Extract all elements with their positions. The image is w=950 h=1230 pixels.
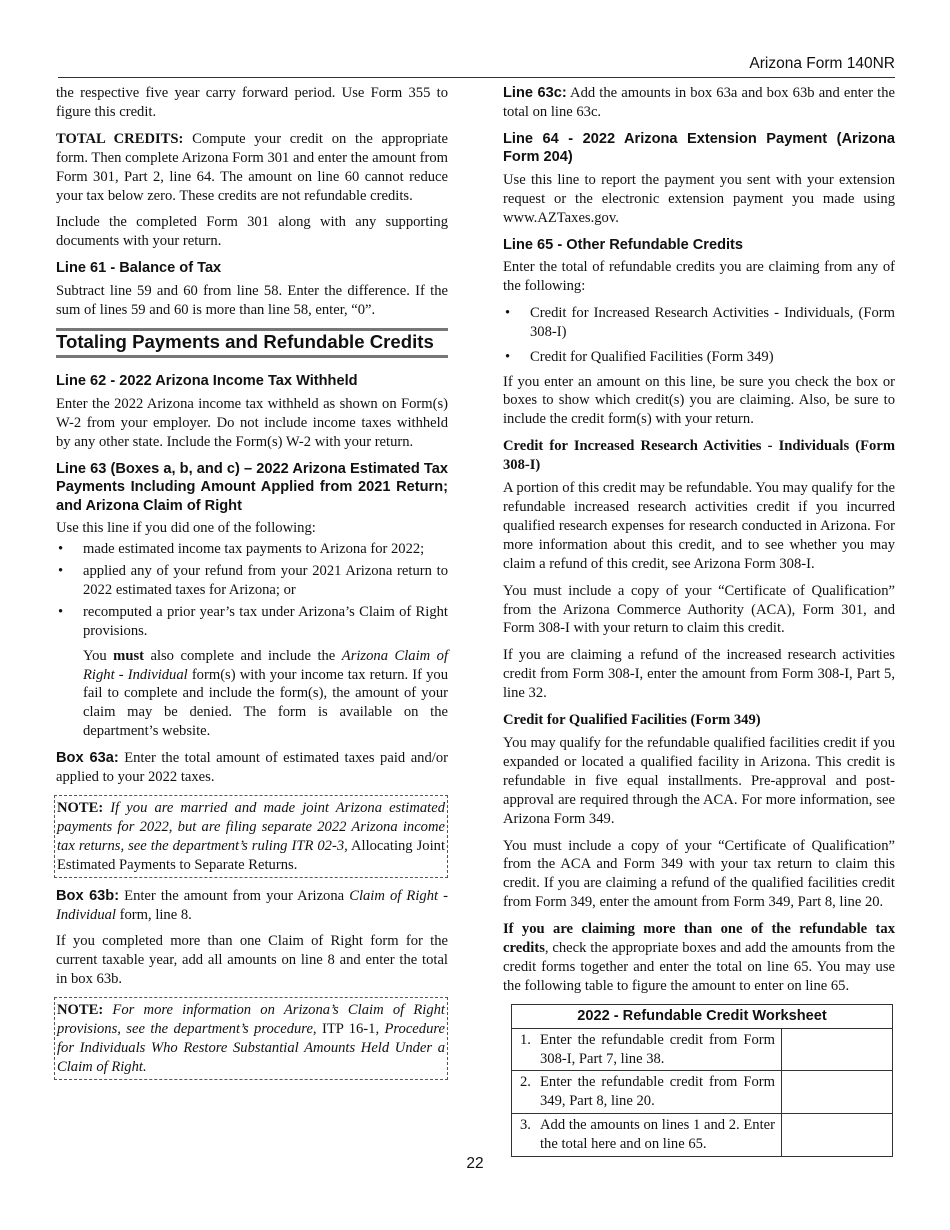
list-item: • made estimated income tax payments to Arizona for 2022; <box>56 540 448 559</box>
research-paragraph-2: You must include a copy of your “Certificate of Qualification” from the Arizona Commerce Authority (ACA), Form 301, and Form 308-I with your return to claim this credit. <box>503 582 895 637</box>
worksheet-row-label <box>512 1071 782 1114</box>
worksheet-amount-cell <box>782 1114 893 1157</box>
section-heading: Totaling Payments and Refundable Credits <box>56 328 448 359</box>
list-item: • applied any of your refund from your 2021 Arizona return to 2022 estimated taxes for Arizona; or <box>56 562 448 600</box>
total-credits-text: Compute your credit on the appropriate form. Then complete Arizona Form 301 and enter the amount from Form 301, Part 2, line 64. The amount on line 60 cannot reduce your tax below zero. These credits are not refundable credits. <box>56 130 448 204</box>
paragraph-include-form-301: Include the completed Form 301 along with any supporting documents with your return. <box>56 214 448 250</box>
line-65-bullet-list <box>503 304 895 367</box>
paragraph-total-credits <box>56 130 448 206</box>
worksheet-amount-cell <box>782 1071 893 1114</box>
line-65-heading: Line 65 - Other Refundable Credits <box>503 236 744 253</box>
table-row <box>512 1071 893 1114</box>
row-text: Add the amounts on lines 1 and 2. Enter the total here and on line 65. <box>540 1117 775 1153</box>
left-column <box>56 84 448 1089</box>
box-63a-label: Box 63a: <box>56 750 119 767</box>
worksheet-row-label <box>512 1028 782 1071</box>
facilities-paragraph-2: You must include a copy of your “Certificate of Qualification” from the ACA and Form 349 with your tax return to claim this credit. If you are claiming a refund of the qualified facilities credit from Form 349, enter the amount from Form 349, Part 8, line 20. <box>503 837 895 911</box>
line-62-text: Enter the 2022 Arizona income tax withheld as shown on Form(s) W-2 from your employer. Do not include income taxes withheld by any other state. Include the Form(s) W-2 with your return. <box>56 395 448 450</box>
row-number: 3. <box>520 1117 531 1134</box>
row-number: 2. <box>520 1074 531 1091</box>
facilities-paragraph-1: You may qualify for the refundable qualified facilities credit if you expanded or located a qualified facility in Arizona. This credit is refundable in five equal installments. Pre-approval and post-approval are required through the ACA. For more information, see Arizona Form 349. <box>503 734 895 827</box>
box-63b-form-name: Claim of Right - Individual <box>56 887 448 923</box>
form-title: Arizona Form 140NR <box>749 55 895 72</box>
note-procedure-id: ITP 16-1 <box>316 1021 376 1038</box>
note-plain-text: Allocating Joint Estimated Payments to Separate Returns. <box>57 837 445 873</box>
table-row <box>512 1028 893 1071</box>
multiple-credits-bold: If you are claiming more than one of the refundable tax credits <box>503 921 895 957</box>
row-text: Enter the refundable credit from Form 308-I, Part 7, line 38. <box>540 1031 775 1067</box>
list-item: • Credit for Increased Research Activities - Individuals, (Form 308-I) <box>503 304 895 342</box>
line-63c-text: Add the amounts in box 63a and box 63b and enter the total on line 63c. <box>503 85 895 120</box>
research-paragraph-3: If you are claiming a refund of the increased research activities credit from Form 308-I, enter the amount from Form 308-I, Part 5, line 32. <box>503 647 895 702</box>
note-label: NOTE: <box>57 799 104 816</box>
facilities-credit-heading: Credit for Qualified Facilities (Form 349) <box>503 712 761 729</box>
list-item: • Credit for Qualified Facilities (Form 349) <box>503 348 895 367</box>
line-63c-label: Line 63c: <box>503 85 567 101</box>
note-italic-text: If you are married and made joint Arizona estimated payments for 2022, but are filing separate 2022 Arizona income tax returns, see the department’s ruling ITR 02-3, <box>57 799 445 854</box>
line-63-bullet-list <box>56 540 448 641</box>
total-credits-label: TOTAL CREDITS: <box>56 130 184 147</box>
note-box-claim-of-right <box>54 997 448 1080</box>
worksheet-title: 2022 - Refundable Credit Worksheet <box>512 1004 893 1028</box>
must-text-a: You <box>83 647 114 664</box>
line-63c-paragraph <box>503 84 895 122</box>
multiple-credits-paragraph <box>503 920 895 996</box>
box-63a-text: Enter the total amount of estimated taxes paid and/or applied to your 2022 taxes. <box>56 750 448 786</box>
worksheet-row-label <box>512 1114 782 1157</box>
worksheet-amount-cell <box>782 1028 893 1071</box>
must-emphasis: must <box>113 647 144 664</box>
line-63-intro: Use this line if you did one of the following: <box>56 520 316 537</box>
box-63b-label: Box 63b: <box>56 887 120 904</box>
note-italic-text-2: , Procedure for Individuals Who Restore Substantial Amounts Held Under a Claim of Right. <box>57 1021 445 1075</box>
right-column <box>503 84 895 1157</box>
row-text: Enter the refundable credit from Form 349, Part 8, line 20. <box>540 1074 775 1110</box>
claim-of-right-form-name: Arizona Claim of Right - Individual <box>83 647 449 683</box>
line-62-heading: Line 62 - 2022 Arizona Income Tax Withheld <box>56 373 358 390</box>
line-64-text: Use this line to report the payment you sent with your extension request or the electronic extension payment you made using www.AZTaxes.gov. <box>503 171 895 226</box>
line-61-text: Subtract line 59 and 60 from line 58. Enter the difference. If the sum of lines 59 and 60 is more than line 58, enter, “0”. <box>56 282 448 318</box>
must-text-c: also complete and include the <box>143 647 342 664</box>
page-header <box>58 55 895 78</box>
paragraph-carry-forward: the respective five year carry forward period. Use Form 355 to figure this credit. <box>56 85 448 120</box>
note-italic-text-1: For more information on Arizona’s Claim of Right provisions, see the department’s procedure, <box>57 1002 445 1038</box>
row-number: 1. <box>520 1031 531 1048</box>
note-label: NOTE: <box>57 1002 104 1019</box>
paragraph-must-complete <box>83 647 448 742</box>
multiple-credits-text: , check the appropriate boxes and add the amounts from the credit forms together and enter the total on line 65. You may use the following table to figure the amount to enter on line 65. <box>503 940 895 994</box>
line-63-heading: Line 63 (Boxes a, b, and c) – 2022 Arizona Estimated Tax Payments Including Amount Applied from 2021 Return; and Arizona Claim of Right <box>56 460 448 514</box>
box-63b-text-c: form, line 8. <box>116 906 192 923</box>
box-63b-text-a: Enter the amount from your Arizona <box>119 887 350 904</box>
line-61-heading: Line 61 - Balance of Tax <box>56 260 222 277</box>
note-box-joint-estimated <box>54 795 448 878</box>
box-63a-paragraph <box>56 749 448 787</box>
list-item: • recomputed a prior year’s tax under Arizona’s Claim of Right provisions. <box>56 603 448 641</box>
box-63b-paragraph-2: If you completed more than one Claim of Right form for the current taxable year, add all amounts on line 8 and enter the total in box 63b. <box>56 933 448 988</box>
research-paragraph-1: A portion of this credit may be refundable. You may qualify for the refundable increased research activities credit if you incurred qualified research expenses for research conducted in Arizona. For more information about this credit, and to see whether you may claim a refund of this credit, see Arizona Form 308-I. <box>503 480 895 572</box>
line-65-intro: Enter the total of refundable credits you are claiming from any of the following: <box>503 259 895 294</box>
line-65-paragraph-2: If you enter an amount on this line, be sure you check the box or boxes to show which credit(s) you are claiming. Also, be sure to include the credit form(s) with your return. <box>503 373 895 428</box>
table-row <box>512 1114 893 1157</box>
refundable-credit-worksheet <box>511 1004 893 1157</box>
research-credit-heading: Credit for Increased Research Activities - Individuals (Form 308-I) <box>503 438 895 474</box>
box-63b-paragraph <box>56 887 448 925</box>
must-text-e: form(s) with your income tax return. If you fail to complete and include the form(s), the amount of your claim may be denied. The form is available on the department’s website. <box>83 666 448 740</box>
line-64-heading: Line 64 - 2022 Arizona Extension Payment (Arizona Form 204) <box>503 130 895 166</box>
page-number: 22 <box>466 1155 484 1172</box>
